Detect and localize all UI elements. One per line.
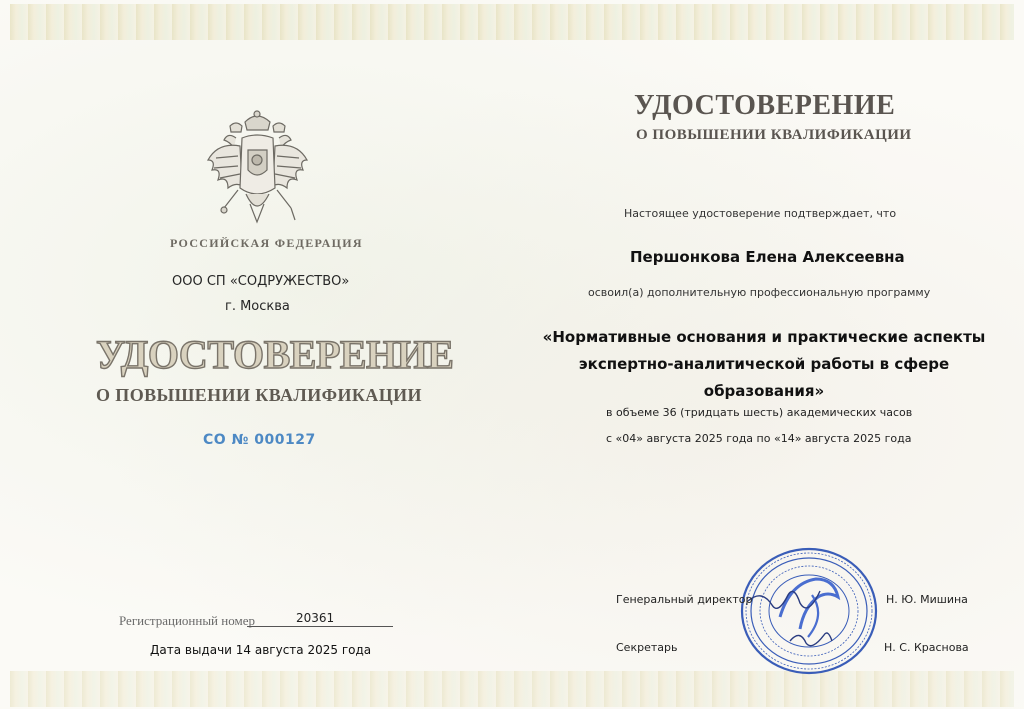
organization-name: ООО СП «СОДРУЖЕСТВО» xyxy=(172,274,350,289)
city-name: г. Москва xyxy=(225,299,290,314)
program-title: «Нормативные основания и практические аспекты экспертно-аналитической работы в сфере образования» xyxy=(542,328,986,400)
issue-date: Дата выдачи 14 августа 2025 года xyxy=(150,643,372,657)
registration-number: 20361 xyxy=(296,611,335,625)
director-name: Н. Ю. Мишина xyxy=(886,593,968,606)
decorative-top-band xyxy=(10,4,1014,40)
country-name: РОССИЙСКАЯ ФЕДЕРАЦИЯ xyxy=(170,236,363,250)
document-title-left: УДОСТОВЕРЕНИЕ xyxy=(96,332,454,377)
round-seal-icon xyxy=(738,545,880,677)
mastered-text: освоил(а) дополнительную профессиональную программу xyxy=(588,286,931,299)
period-text: с «04» августа 2025 года по «14» августа 2025 года xyxy=(606,432,912,445)
document-subtitle-right: О ПОВЫШЕНИИ КВАЛИФИКАЦИИ xyxy=(636,127,912,143)
registration-underline xyxy=(247,626,393,627)
document-title-right: УДОСТОВЕРЕНИЕ xyxy=(634,90,896,121)
director-label: Генеральный директор xyxy=(616,593,753,606)
document-subtitle-left: О ПОВЫШЕНИИ КВАЛИФИКАЦИИ xyxy=(96,385,422,405)
registration-label: Регистрационный номер xyxy=(119,613,255,628)
holder-name: Першонкова Елена Алексеевна xyxy=(630,248,905,266)
russian-coat-of-arms-icon xyxy=(200,108,315,226)
secretary-label: Секретарь xyxy=(616,641,678,654)
serial-number: СО № 000127 xyxy=(203,432,316,448)
secretary-name: Н. С. Краснова xyxy=(884,641,969,654)
hours-text: в объеме 36 (тридцать шесть) академических часов xyxy=(606,406,913,419)
confirmation-text: Настоящее удостоверение подтверждает, что xyxy=(624,207,897,220)
